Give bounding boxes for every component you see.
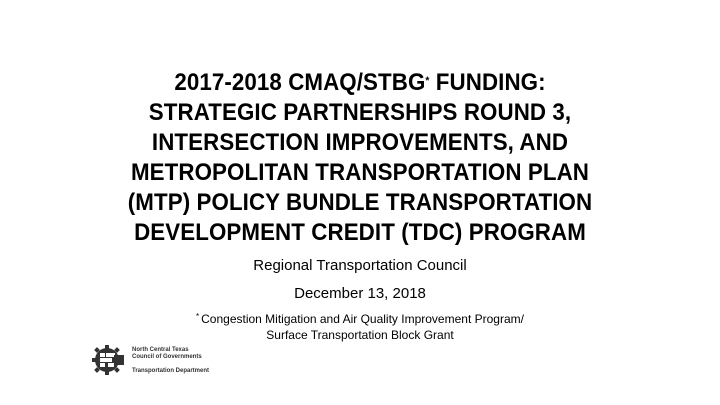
title-line-5: (MTP) POLICY BUNDLE TRANSPORTATION xyxy=(127,189,593,216)
council-name: Regional Transportation Council xyxy=(253,257,467,274)
title-line-1-text: 2017-2018 CMAQ/STBG xyxy=(174,69,426,96)
presentation-date: December 13, 2018 xyxy=(294,285,426,302)
title-line-4: METROPOLITAN TRANSPORTATION PLAN xyxy=(130,159,590,186)
logo-department: Transportation Department xyxy=(132,368,210,374)
logo-org-line-2: Council of Governments xyxy=(132,354,202,360)
footnote-marker: * xyxy=(196,312,200,321)
title-line-6: DEVELOPMENT CREDIT (TDC) PROGRAM xyxy=(134,219,586,246)
title-line-1-suffix: FUNDING: xyxy=(429,69,546,96)
footnote-line-2: Surface Transportation Block Grant xyxy=(266,328,454,342)
title-line-1 xyxy=(62,68,657,98)
nctcog-logo xyxy=(92,344,252,376)
logo-org-line-1: North Central Texas xyxy=(132,347,189,353)
title-line-3: INTERSECTION IMPROVEMENTS, AND xyxy=(151,129,569,156)
nctcog-logo-icon xyxy=(92,344,126,376)
footnote xyxy=(0,311,720,343)
nctcog-logo-text xyxy=(132,347,209,375)
title-line-2: STRATEGIC PARTNERSHIPS ROUND 3, xyxy=(148,99,572,126)
footnote-line-1-text: Congestion Mitigation and Air Quality Improvement Program/ xyxy=(201,312,524,326)
title-footnote-marker: * xyxy=(425,75,430,87)
slide-title xyxy=(62,68,657,248)
footnote-line-1 xyxy=(0,311,720,327)
